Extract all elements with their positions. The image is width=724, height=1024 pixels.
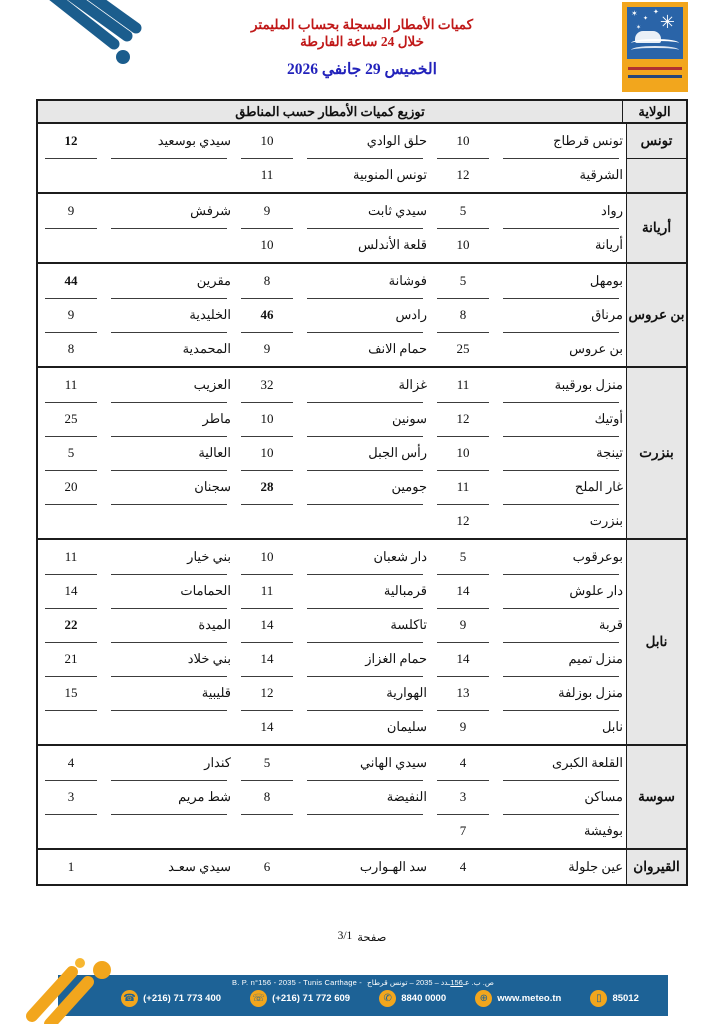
table-row — [38, 124, 626, 158]
station-name-cell: مقرين — [104, 264, 234, 298]
rain-value-cell: 8 — [234, 264, 300, 298]
report-title-line1: كميات الأمطار المسجلة بحساب المليمتر — [250, 17, 474, 32]
rain-table-body — [38, 124, 686, 884]
rain-value-cell: 6 — [263, 859, 271, 874]
rain-value-cell: 11 — [38, 368, 104, 402]
star-icon: ✦ — [653, 8, 659, 16]
footer-accent-shapes — [22, 958, 134, 1024]
station-name-cell: ماطر — [104, 402, 234, 436]
rain-value-cell: 4 — [430, 746, 496, 780]
station-name-cell: الهوارية — [300, 676, 430, 710]
phone-icon: ☎ — [121, 990, 138, 1007]
rain-value-cell: 11 — [430, 368, 496, 402]
station-name-cell: مساكن — [496, 780, 626, 814]
station-name-cell: سونين — [300, 402, 430, 436]
rain-value-cell: 7 — [459, 823, 467, 838]
station-name-cell: غزالة — [300, 368, 430, 402]
table-row — [38, 676, 626, 710]
rain-value-cell: 14 — [430, 642, 496, 676]
station-name-cell: سيدي الهاني — [300, 746, 430, 780]
governorate-group — [38, 540, 686, 746]
station-name-cell — [104, 228, 234, 262]
station-name-cell: بني خلاد — [104, 642, 234, 676]
rain-value-cell: 5 — [430, 264, 496, 298]
station-name-cell: حمام الانف — [368, 341, 427, 356]
table-row — [38, 194, 626, 228]
station-name-cell: حلق الوادي — [300, 124, 430, 158]
table-row — [38, 850, 626, 884]
station-name-cell: أوتيك — [496, 402, 626, 436]
rain-value-cell: 9 — [38, 298, 104, 332]
governorate-cell: بن عروس — [628, 307, 685, 322]
station-name-cell: قلعة الأندلس — [357, 237, 427, 252]
governorate-cell — [627, 158, 686, 193]
rain-value-cell: 11 — [38, 540, 104, 574]
group-rows — [38, 368, 626, 538]
table-row — [38, 574, 626, 608]
governorate-cell: سوسة — [638, 789, 675, 804]
rain-value-cell: 10 — [234, 540, 300, 574]
contact-text: www.meteo.tn — [497, 993, 562, 1004]
mobile-icon: ▯ — [590, 990, 607, 1007]
station-name-cell: تونس قرطاج — [496, 124, 626, 158]
station-name-cell — [104, 504, 234, 538]
table-row — [38, 470, 626, 504]
contact-text: (+216) 71 773 400 — [143, 993, 222, 1004]
governorate-column — [626, 264, 686, 366]
rain-value-cell: 10 — [430, 436, 496, 470]
station-name-cell: منزل تميم — [496, 642, 626, 676]
star-icon: ✶ — [631, 9, 638, 18]
rain-value-cell: 28 — [234, 470, 300, 504]
governorate-group — [38, 850, 686, 884]
contact-text: 8840 0000 — [401, 993, 447, 1004]
table-row — [38, 642, 626, 676]
station-name-cell: منزل بوزلفة — [496, 676, 626, 710]
rain-value-cell — [38, 814, 104, 848]
distribution-column-header: توزيع كميات الأمطار حسب المناطق — [235, 103, 425, 119]
station-name-cell: بن عروس — [569, 341, 623, 356]
rain-value-cell — [38, 710, 104, 744]
table-row — [38, 608, 626, 642]
governorate-column — [626, 850, 686, 884]
table-row — [38, 402, 626, 436]
station-name-cell: رواد — [496, 194, 626, 228]
station-name-cell: الخليدية — [104, 298, 234, 332]
table-row — [38, 710, 626, 744]
group-rows — [38, 746, 626, 848]
station-name-cell: المحمدية — [182, 341, 231, 356]
inm-logo — [622, 2, 688, 92]
station-name-cell: دار شعبان — [300, 540, 430, 574]
station-name-cell: تينجة — [496, 436, 626, 470]
station-name-cell: دار علوش — [496, 574, 626, 608]
rain-value-cell: 15 — [38, 676, 104, 710]
rain-value-cell: 22 — [38, 608, 104, 642]
rain-value-cell: 25 — [456, 341, 470, 356]
rain-value-cell: 5 — [38, 436, 104, 470]
rain-value-cell: 5 — [430, 540, 496, 574]
rain-value-cell: 4 — [38, 746, 104, 780]
rain-value-cell: 12 — [456, 167, 470, 182]
wave-icon — [631, 46, 679, 54]
rain-value-cell: 11 — [234, 574, 300, 608]
rain-value-cell: 8 — [234, 780, 300, 814]
rain-value-cell: 3 — [430, 780, 496, 814]
rain-value-cell — [38, 158, 104, 192]
rain-value-cell: 14 — [38, 574, 104, 608]
governorate-group — [38, 124, 686, 194]
governorate-cell: القيروان — [633, 859, 680, 874]
governorate-cell: تونس — [640, 132, 673, 148]
inm-logo-text-line — [628, 75, 682, 78]
inm-logo-text-line — [628, 67, 682, 70]
station-name-cell: سيدي بوسعيد — [104, 124, 234, 158]
station-name-cell: قربة — [496, 608, 626, 642]
station-name-cell — [104, 814, 234, 848]
table-row — [38, 746, 626, 780]
station-name-cell: شط مريم — [104, 780, 234, 814]
rain-value-cell: 10 — [234, 436, 300, 470]
rain-value-cell: 12 — [234, 676, 300, 710]
governorate-cell: نابل — [645, 634, 668, 649]
call-icon: ✆ — [379, 990, 396, 1007]
station-name-cell: سيدي سعـد — [168, 859, 231, 874]
inm-logo-emblem — [627, 7, 683, 59]
rain-value-cell: 10 — [260, 237, 274, 252]
rain-value-cell: 3 — [38, 780, 104, 814]
governorate-group — [38, 368, 686, 540]
page-number-value: 3/1 — [337, 930, 353, 942]
rain-value-cell: 10 — [430, 124, 496, 158]
rain-value-cell: 11 — [260, 167, 274, 182]
rain-value-cell: 8 — [67, 341, 75, 356]
rain-value-cell: 9 — [263, 341, 271, 356]
governorate-group — [38, 264, 686, 368]
table-row — [38, 332, 626, 366]
station-name-cell: أريانة — [594, 237, 623, 252]
station-name-cell: نابل — [601, 719, 623, 734]
table-row — [38, 228, 626, 262]
rain-value-cell: 9 — [430, 608, 496, 642]
rain-value-cell: 14 — [260, 719, 274, 734]
station-name-cell: بومهل — [496, 264, 626, 298]
rain-value-cell: 5 — [234, 746, 300, 780]
footer-address-arabic: ص. ب. عـ156ـدد – 2035 – تونس قرطاج — [366, 978, 494, 987]
station-name-cell: سليمان — [386, 719, 427, 734]
rain-value-cell — [234, 504, 300, 538]
table-row — [38, 298, 626, 332]
group-rows — [38, 850, 626, 884]
station-name-cell: حمام الغزاز — [300, 642, 430, 676]
station-name-cell: تونس المنوبية — [352, 167, 427, 182]
station-name-cell — [300, 814, 430, 848]
governorate-column — [626, 540, 686, 744]
governorate-group — [38, 194, 686, 264]
station-name-cell: الحمامات — [104, 574, 234, 608]
table-row — [38, 436, 626, 470]
rain-value-cell: 11 — [430, 470, 496, 504]
rain-value-cell: 13 — [430, 676, 496, 710]
station-name-cell: فوشانة — [300, 264, 430, 298]
station-name-cell: مرناق — [496, 298, 626, 332]
rain-value-cell: 10 — [234, 402, 300, 436]
rain-value-cell: 9 — [459, 719, 467, 734]
governorate-column — [626, 194, 686, 262]
report-date: الخميس 29 جانفي 2026 — [287, 61, 437, 78]
table-row — [38, 368, 626, 402]
contact-text: 85012 — [612, 993, 639, 1004]
group-rows — [38, 540, 626, 744]
station-name-cell — [104, 158, 234, 192]
footer-address — [58, 978, 668, 987]
station-name-cell: غار الملح — [496, 470, 626, 504]
table-row — [38, 814, 626, 848]
page-number-label: صفحة — [357, 932, 387, 944]
station-name-cell: النفيضة — [300, 780, 430, 814]
rain-value-cell — [234, 814, 300, 848]
table-row — [38, 780, 626, 814]
rain-value-cell: 5 — [430, 194, 496, 228]
rain-value-cell: 4 — [459, 859, 467, 874]
rain-value-cell — [38, 228, 104, 262]
star-icon: ✶ — [636, 25, 642, 31]
table-row — [38, 264, 626, 298]
group-rows — [38, 264, 626, 366]
governorate-group — [38, 746, 686, 850]
rain-value-cell — [38, 504, 104, 538]
rainfall-table — [36, 99, 688, 886]
fax-icon: ☏ — [250, 990, 267, 1007]
rain-value-cell: 12 — [38, 124, 104, 158]
rain-value-cell: 44 — [38, 264, 104, 298]
contact-text: (+216) 71 772 609 — [272, 993, 351, 1004]
contact-item — [590, 990, 638, 1007]
station-name-cell: رأس الجبل — [300, 436, 430, 470]
station-name-cell: بوفيشة — [583, 823, 623, 838]
report-header — [0, 16, 724, 79]
station-name-cell — [300, 504, 430, 538]
report-title-line2: خلال 24 ساعة الفارطة — [300, 34, 424, 49]
station-name-cell: سجنان — [104, 470, 234, 504]
station-name-cell: العالية — [104, 436, 234, 470]
governorate-cell: أريانة — [641, 220, 672, 235]
station-name-cell: القلعة الكبرى — [496, 746, 626, 780]
rain-value-cell: 9 — [234, 194, 300, 228]
rain-value-cell: 21 — [38, 642, 104, 676]
rain-value-cell: 32 — [234, 368, 300, 402]
group-rows — [38, 124, 626, 192]
station-name-cell: جومين — [300, 470, 430, 504]
contact-item — [250, 990, 350, 1007]
rain-value-cell: 20 — [38, 470, 104, 504]
globe-icon: ⊕ — [475, 990, 492, 1007]
station-name-cell: بوعرقوب — [496, 540, 626, 574]
station-name-cell: بني خيار — [104, 540, 234, 574]
page-number — [0, 930, 724, 944]
footer-address-latin: B. P. n°156 - 2035 - Tunis Carthage - — [232, 978, 362, 987]
footer-contacts — [58, 990, 668, 1007]
rain-value-cell: 14 — [234, 608, 300, 642]
rain-value-cell: 25 — [38, 402, 104, 436]
rain-value-cell: 10 — [456, 237, 470, 252]
governorate-column — [626, 368, 686, 538]
governorate-cell: بنزرت — [639, 445, 674, 460]
station-name-cell — [104, 710, 234, 744]
table-header-row — [38, 101, 686, 124]
station-name-cell: العزيب — [104, 368, 234, 402]
station-name-cell: رادس — [300, 298, 430, 332]
governorate-column — [626, 124, 686, 192]
station-name-cell: قليبية — [104, 676, 234, 710]
station-name-cell: الشرقية — [579, 167, 623, 182]
governorate-column — [626, 746, 686, 848]
station-name-cell: سيدي ثابت — [300, 194, 430, 228]
station-name-cell: الميدة — [104, 608, 234, 642]
contact-item — [121, 990, 221, 1007]
rain-value-cell: 14 — [430, 574, 496, 608]
rain-value-cell: 9 — [38, 194, 104, 228]
contact-item — [475, 990, 561, 1007]
star-icon: ✦ — [643, 16, 649, 22]
rain-value-cell: 1 — [67, 859, 75, 874]
table-row — [38, 504, 626, 538]
table-row — [38, 540, 626, 574]
table-row — [38, 158, 626, 192]
station-name-cell: كندار — [104, 746, 234, 780]
rain-value-cell: 10 — [234, 124, 300, 158]
station-name-cell: منزل بورقيبة — [496, 368, 626, 402]
station-name-cell: تاكلسة — [300, 608, 430, 642]
rain-value-cell: 46 — [234, 298, 300, 332]
rain-value-cell: 12 — [456, 513, 470, 528]
station-name-cell: بنزرت — [589, 513, 623, 528]
governorate-column-header: الولاية — [622, 101, 686, 122]
rain-value-cell: 8 — [430, 298, 496, 332]
station-name-cell: قرمبالية — [300, 574, 430, 608]
group-rows — [38, 194, 626, 262]
footer-bar — [58, 975, 668, 1016]
contact-item — [379, 990, 446, 1007]
station-name-cell: عين جلولة — [568, 859, 623, 874]
station-name-cell: سد الهـوارب — [359, 859, 427, 874]
rain-value-cell: 12 — [430, 402, 496, 436]
rain-value-cell: 14 — [234, 642, 300, 676]
station-name-cell: شرفش — [104, 194, 234, 228]
sunburst-icon: ✳ — [659, 12, 675, 32]
